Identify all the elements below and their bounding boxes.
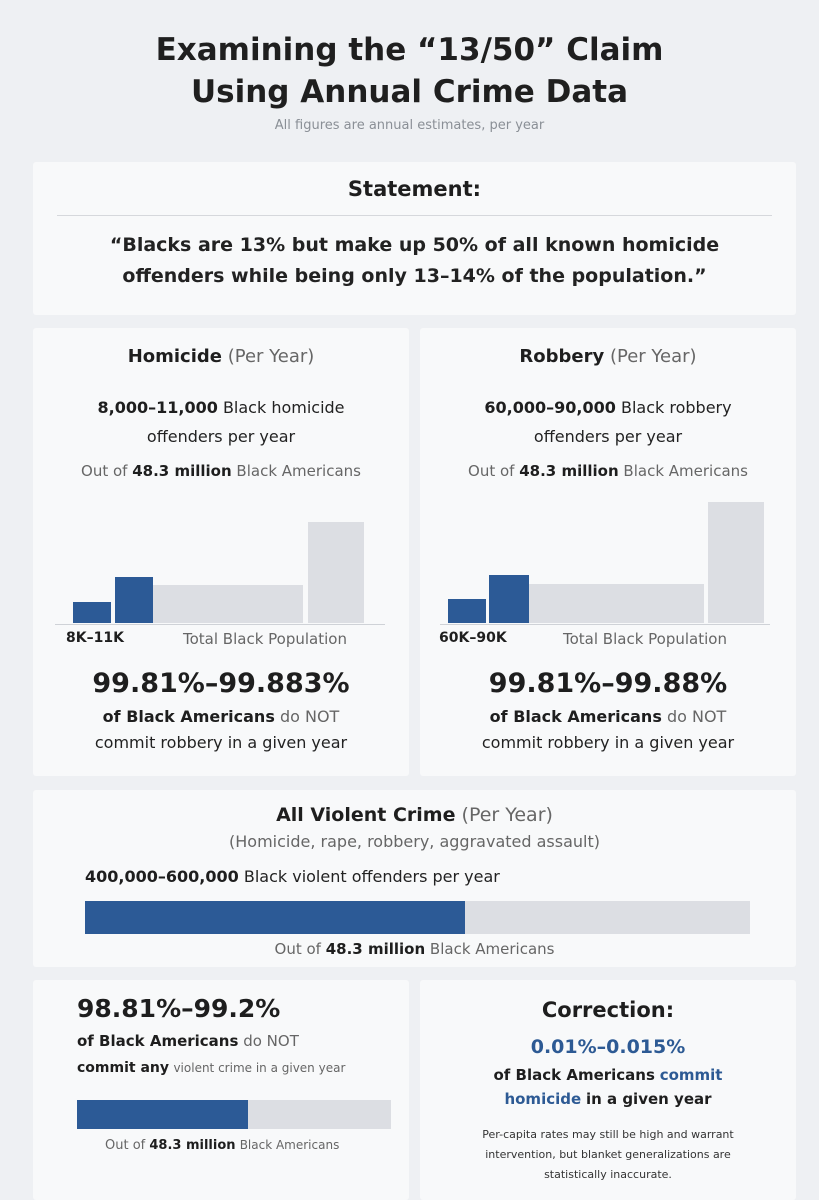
homicide-title-text: Homicide (127, 346, 222, 367)
correction-line2 (420, 1090, 796, 1108)
robbery-pop-value: 48.3 million (519, 462, 619, 480)
violent-pop-prefix: Out of (274, 940, 321, 958)
homicide-bar-band (153, 585, 303, 623)
page-title-line2: Using Annual Crime Data (190, 74, 628, 110)
violent-count-suffix: Black violent offenders per year (243, 867, 500, 886)
homicide-bar-baseline (55, 624, 385, 625)
robbery-pop-prefix: Out of (468, 462, 515, 480)
correction-line2-blue: homicide (504, 1090, 582, 1108)
homicide-pop-prefix: Out of (81, 462, 128, 480)
robbery-bar-total-population (708, 502, 764, 623)
any-violent-line2 (77, 1060, 345, 1076)
homicide-pop-suffix: Black Americans (236, 462, 361, 480)
any-violent-card (33, 980, 409, 1200)
statement-card (33, 162, 796, 315)
robbery-bar-band (528, 584, 704, 623)
robbery-count-line1 (420, 398, 796, 417)
violent-pop-value: 48.3 million (325, 940, 426, 958)
statement-divider (57, 215, 772, 216)
violent-bar-fill (85, 901, 465, 934)
robbery-bar-low (448, 599, 486, 623)
any-violent-big-pct: 98.81%–99.2% (77, 994, 281, 1023)
homicide-big-pct: 99.81%–99.883% (92, 668, 350, 699)
robbery-bar-high (489, 575, 529, 623)
robbery-desc-bold: of Black Americans (489, 707, 662, 726)
violent-count-line (85, 867, 500, 886)
statement-quote-line1: “Blacks are 13% but make up 50% of all known homicide (109, 234, 720, 256)
robbery-title (420, 346, 796, 367)
any-violent-bar-fill (77, 1100, 248, 1129)
correction-line2-plain: in a given year (585, 1090, 712, 1108)
robbery-title-suffix: (Per Year) (609, 346, 697, 367)
homicide-count-suffix: Black homicide (222, 398, 345, 417)
any-violent-population (105, 1138, 339, 1153)
correction-note-line1: Per-capita rates may still be high and warrant (482, 1128, 734, 1141)
robbery-bar-baseline (440, 624, 770, 625)
robbery-desc-line2: commit robbery in a given year (481, 733, 735, 752)
robbery-bar-label-right: Total Black Population (563, 630, 727, 648)
any-violent-line1-bold: of Black Americans (77, 1032, 239, 1050)
any-violent-pop-value: 48.3 million (149, 1138, 236, 1153)
homicide-title (33, 346, 409, 367)
page-subtitle: All figures are annual estimates, per year (274, 118, 545, 133)
correction-heading: Correction: (541, 998, 675, 1022)
robbery-big-pct: 99.81%–99.88% (488, 668, 728, 699)
robbery-title-text: Robbery (519, 346, 605, 367)
violent-title-text: All Violent Crime (276, 804, 456, 826)
violent-crime-card (33, 790, 796, 967)
robbery-card (420, 328, 796, 776)
robbery-count-line2: offenders per year (533, 427, 683, 446)
homicide-desc-bold: of Black Americans (102, 707, 275, 726)
violent-pop-suffix: Black Americans (429, 940, 555, 958)
correction-line1 (420, 1066, 796, 1084)
statement-heading: Statement: (347, 177, 482, 201)
correction-line1-plain: of Black Americans (493, 1066, 655, 1084)
homicide-bar-label-right: Total Black Population (183, 630, 347, 648)
robbery-count: 60,000–90,000 (484, 398, 616, 417)
any-violent-line1-rest: do NOT (243, 1032, 299, 1050)
correction-card (420, 980, 796, 1200)
robbery-desc-line1 (420, 707, 796, 726)
correction-note-line3: statistically inaccurate. (544, 1168, 672, 1181)
homicide-count-line2: offenders per year (146, 427, 296, 446)
homicide-title-suffix: (Per Year) (227, 346, 315, 367)
robbery-count-suffix: Black robbery (620, 398, 732, 417)
violent-count: 400,000–600,000 (85, 867, 239, 886)
correction-pct: 0.01%–0.015% (530, 1036, 686, 1058)
homicide-pop-value: 48.3 million (132, 462, 232, 480)
homicide-card (33, 328, 409, 776)
homicide-population (33, 462, 409, 480)
homicide-desc-line1 (33, 707, 409, 726)
homicide-desc-rest: do NOT (279, 707, 340, 726)
any-violent-pop-prefix: Out of (105, 1138, 146, 1153)
statement-quote-line2: offenders while being only 13–14% of the population.” (122, 265, 707, 287)
robbery-pop-suffix: Black Americans (623, 462, 748, 480)
violent-subtitle: (Homicide, rape, robbery, aggravated assault) (229, 832, 600, 851)
homicide-count-line1 (33, 398, 409, 417)
robbery-population (420, 462, 796, 480)
homicide-desc-line2: commit robbery in a given year (94, 733, 348, 752)
homicide-bar-total-population (308, 522, 364, 623)
any-violent-line2-rest: violent crime in a given year (173, 1061, 346, 1075)
homicide-bar-low (73, 602, 111, 623)
correction-line1-blue: commit (659, 1066, 723, 1084)
correction-note-line2: intervention, but blanket generalizations are (485, 1148, 731, 1161)
page-title-line1: Examining the “13/50” Claim (155, 32, 664, 68)
any-violent-line1 (77, 1032, 299, 1050)
homicide-bar-label-left: 8K–11K (66, 630, 124, 646)
any-violent-pop-suffix: Black Americans (239, 1138, 340, 1152)
homicide-bar-high (115, 577, 153, 623)
robbery-desc-rest: do NOT (666, 707, 727, 726)
violent-title (33, 804, 796, 826)
violent-population (33, 940, 796, 958)
homicide-count: 8,000–11,000 (97, 398, 218, 417)
robbery-bar-label-left: 60K–90K (439, 630, 507, 646)
any-violent-line2-bold: commit any (77, 1060, 169, 1076)
violent-title-suffix: (Per Year) (461, 804, 553, 826)
